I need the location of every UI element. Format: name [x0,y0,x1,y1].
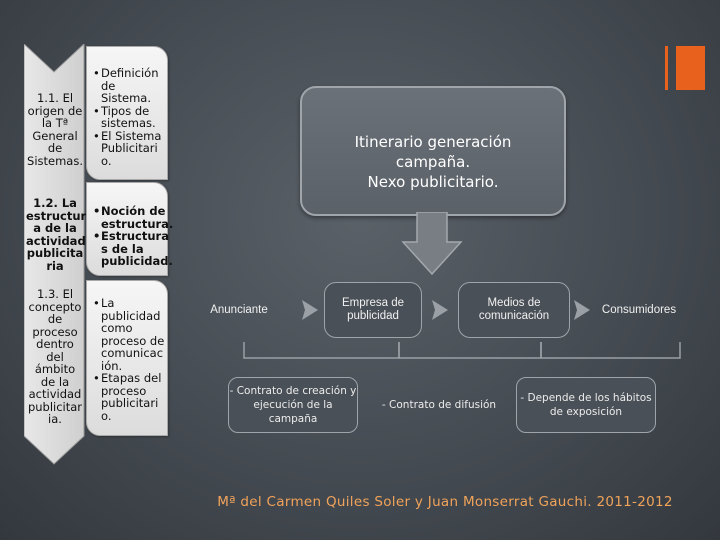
section-2-line: a de la [33,221,77,235]
bullet-item: • Definición de Sistema. [93,67,167,105]
section-3-line: ámbito [34,362,76,376]
detail-label: - Depende de los hábitos de exposición [520,392,652,418]
section-1-line: la Tª [41,116,69,130]
section-3-line: ia. [48,412,62,426]
section-1-line: de [47,141,63,155]
itinerario-line: Itinerario generación [354,133,512,151]
section-3-line: dentro [36,337,74,351]
section-2-line: estructur [26,208,87,223]
detail-label: - Contrato de difusión [381,399,497,411]
section-3-line: de la [40,374,70,389]
detail-label: - Contrato de creación y ejecución de la campaña [229,385,357,425]
section-2-line: 1.2. La [33,196,77,210]
step-label: Anunciante [210,303,268,316]
section-2-line: actividad [26,233,86,248]
section-3-line: publicitar [27,399,83,414]
step-label: Empresa de publicidad [341,297,404,322]
section-3-line: actividad [28,387,82,401]
section-3-line: 1.3. El [36,287,74,301]
step-anunciante [196,285,282,335]
step-empresa-publicidad [324,282,422,338]
bullet-item: • La publicidad como proceso de comunicac ión. [93,297,167,372]
bracket-medios-consumidores [541,342,680,358]
section-3-line: concepto [28,299,82,314]
detail-habitos-exposicion [516,377,656,433]
itinerario-line: Nexo publicitario. [367,173,499,191]
footer-credits: Mª del Carmen Quiles Soler y Juan Monserrat Gauchi. 2011-2012 [217,494,673,510]
section-1-line: 1.1. El [36,91,74,105]
bullet-item: • Tipos de sistemas. [93,105,167,130]
bracket-anunciante-empresa [244,342,399,358]
section-2-line: publicita [26,246,84,260]
step-consumidores [594,285,684,335]
bullet-item: • El Sistema Publicitari o. [93,130,167,168]
detail-contrato-difusion [378,380,500,430]
detail-contrato-creacion [228,377,358,433]
section-3-line: proceso [32,324,78,339]
bullet-item: • Estructura s de la publicidad. [93,230,167,268]
itinerario-line: campaña. [395,153,471,171]
step-label: Medios de comunicación [478,297,550,322]
section-1-line: Sistemas. [27,153,83,168]
section-3-line: de [47,312,63,326]
step-medios-comunicacion [458,282,570,338]
bracket-empresa-medios [399,342,541,358]
section-2-line: ria [46,258,64,273]
section-3-line: del [46,349,64,364]
section-1-line: General [32,128,78,143]
section-1-line: origen de [27,103,83,118]
bullet-item: • Etapas del proceso publicitari o. [93,372,167,422]
bullet-item: • Noción de estructura. [93,205,167,230]
step-label: Consumidores [601,303,677,316]
